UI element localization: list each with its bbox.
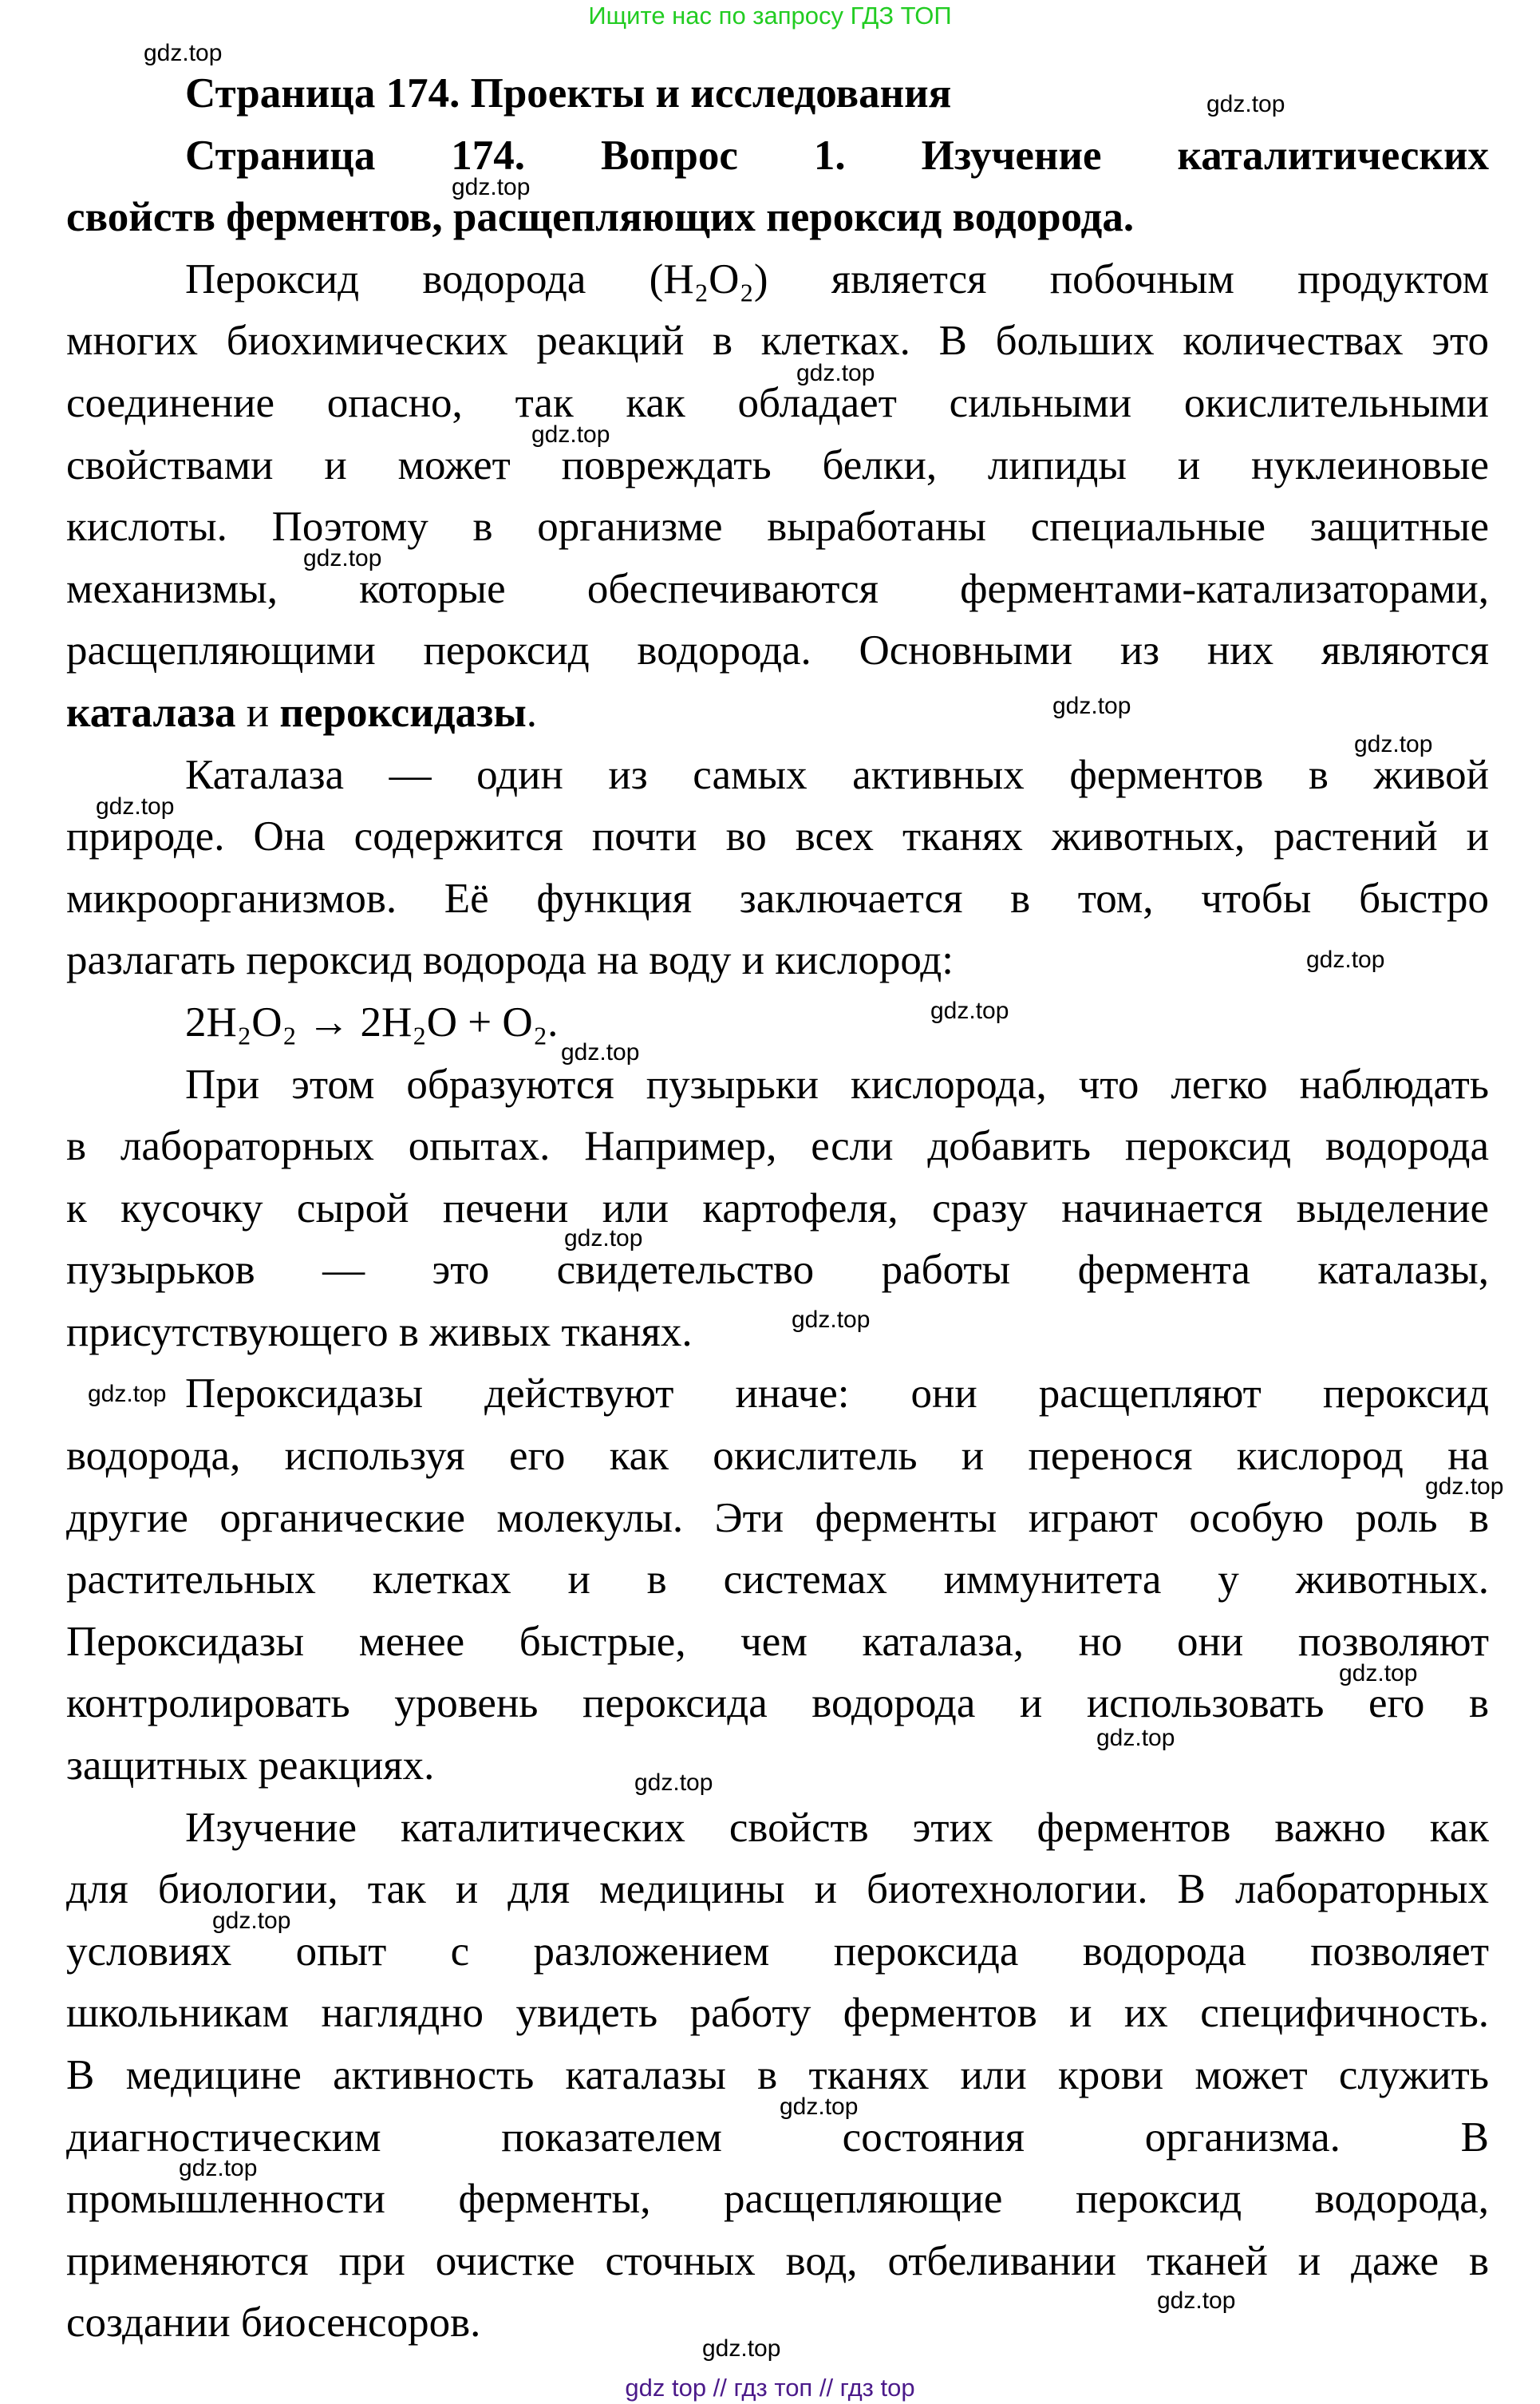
watermark-text: gdz.top <box>531 421 610 448</box>
text-line: к кусочку сырой печени или картофеля, сразу начинается выделение <box>66 1184 1489 1232</box>
watermark-text: gdz.top <box>1096 1725 1175 1751</box>
watermark-text: gdz.top <box>930 998 1009 1024</box>
paragraph <box>66 745 1489 992</box>
watermark-text: gdz.top <box>452 174 531 200</box>
text-line: в лабораторных опытах. Например, если добавить пероксид водорода <box>66 1123 1489 1170</box>
text-line: Пероксид водорода (H₂O₂) является побочным продуктом <box>185 255 1489 302</box>
text-line: Каталаза — один из самых активных ферментов в живой <box>185 751 1489 798</box>
question-heading <box>66 125 1489 249</box>
watermark-text: gdz.top <box>144 40 223 66</box>
watermark-text: gdz.top <box>303 545 382 571</box>
text-line: Изучение каталитических свойств этих ферментов важно как <box>185 1804 1489 1851</box>
watermark-text: gdz.top <box>1354 731 1433 757</box>
watermark-text: gdz.top <box>179 2155 258 2181</box>
text-line: микроорганизмов. Её функция заключается в том, чтобы быстро <box>66 875 1489 922</box>
watermark-text: gdz.top <box>96 793 175 820</box>
text-line: соединение опасно, так как обладает сильными окислительными <box>66 379 1489 426</box>
text-line: механизмы, которые обеспечиваются ферментами-катализаторами, <box>66 565 1489 612</box>
text-line: растительных клетках и в системах иммунитета у животных. <box>66 1556 1489 1603</box>
text-line: водорода, используя его как окислитель и перенося кислород на <box>66 1433 1489 1480</box>
text-line: свойств ферментов, расщепляющих пероксид водорода. <box>66 194 1135 241</box>
search-banner[interactable]: Ищите нас по запросу ГДЗ ТОП <box>588 2 952 30</box>
text-line: 2H₂O₂ → 2H₂O + O₂. <box>185 998 559 1046</box>
watermark-text: gdz.top <box>1052 693 1131 719</box>
text-line: для биологии, так и для медицины и биотехнологии. В лабораторных <box>66 1866 1489 1913</box>
text-line: другие органические молекулы. Эти ферменты играют особую роль в <box>66 1494 1489 1541</box>
watermark-text: gdz.top <box>780 2094 859 2120</box>
watermark-text: gdz.top <box>634 1769 713 1796</box>
text-segment: и <box>235 689 280 736</box>
text-line: При этом образуются пузырьки кислорода, что легко наблюдать <box>185 1061 1489 1108</box>
paragraph <box>66 249 1489 745</box>
text-line: пузырьков — это свидетельство работы фермента каталазы, <box>66 1247 1489 1294</box>
text-line: диагностическим показателем состояния организма. В <box>66 2113 1489 2161</box>
footer-links[interactable]: gdz top // гдз топ // гдз top <box>625 2374 915 2402</box>
watermark-text: gdz.top <box>796 360 875 386</box>
watermark-text: gdz.top <box>1206 91 1285 117</box>
text-line: кислоты. Поэтому в организме выработаны специальные защитные <box>66 504 1489 551</box>
text-line: природе. Она содержится почти во всех тканях животных, растений и <box>66 813 1489 860</box>
watermark-text: gdz.top <box>1306 947 1385 973</box>
watermark-text: gdz.top <box>702 2335 781 2362</box>
watermark-text: gdz.top <box>792 1307 871 1333</box>
document-body <box>66 63 1489 2355</box>
text-line: Страница 174. Проекты и исследования <box>185 70 952 117</box>
text-line: присутствующего в живых тканях. <box>66 1308 693 1355</box>
text-line: Страница 174. Вопрос 1. Изучение каталитических <box>185 132 1489 179</box>
bold-term: каталаза <box>66 689 236 736</box>
text-line: создании биосенсоров. <box>66 2299 481 2347</box>
paragraph <box>66 1797 1489 2355</box>
text-line: Пероксидазы действуют иначе: они расщепляют пероксид <box>185 1370 1489 1417</box>
watermark-text: gdz.top <box>1157 2287 1236 2314</box>
text-line: применяются при очистке сточных вод, отбеливании тканей и даже в <box>66 2237 1489 2284</box>
text-line: свойствами и может повреждать белки, липиды и нуклеиновые <box>66 441 1489 488</box>
text-line: расщепляющими пероксид водорода. Основными из них являются <box>66 627 1489 674</box>
paragraph <box>66 1363 1489 1797</box>
formula-heading <box>66 992 1489 1054</box>
watermark-text: gdz.top <box>212 1908 291 1934</box>
bold-term: пероксидазы <box>279 689 527 736</box>
text-line: контролировать уровень пероксида водорода и использовать его в <box>66 1680 1489 1727</box>
text-line: промышленности ферменты, расщепляющие пероксид водорода, <box>66 2176 1489 2223</box>
text-line: защитных реакциях. <box>66 1742 435 1789</box>
text-line: Пероксидазы менее быстрые, чем каталаза, но они позволяют <box>66 1618 1489 1665</box>
watermark-text: gdz.top <box>88 1381 167 1407</box>
watermark-text: gdz.top <box>1425 1473 1504 1500</box>
watermark-text: gdz.top <box>561 1039 640 1066</box>
watermark-text: gdz.top <box>564 1225 643 1251</box>
text-line: разлагать пероксид водорода на воду и кислород: <box>66 937 954 984</box>
text-line: условиях опыт с разложением пероксида водорода позволяет <box>66 1928 1489 1975</box>
paragraph <box>66 1054 1489 1364</box>
watermark-text: gdz.top <box>1339 1660 1418 1686</box>
text-line: многих биохимических реакций в клетках. В больших количествах это <box>66 318 1489 365</box>
text-segment: . <box>526 689 537 736</box>
text-line: В медицине активность каталазы в тканях или крови может служить <box>66 2052 1489 2098</box>
text-line: школьникам наглядно увидеть работу ферментов и их специфичность. <box>66 1990 1489 2037</box>
text-line <box>66 682 1489 745</box>
